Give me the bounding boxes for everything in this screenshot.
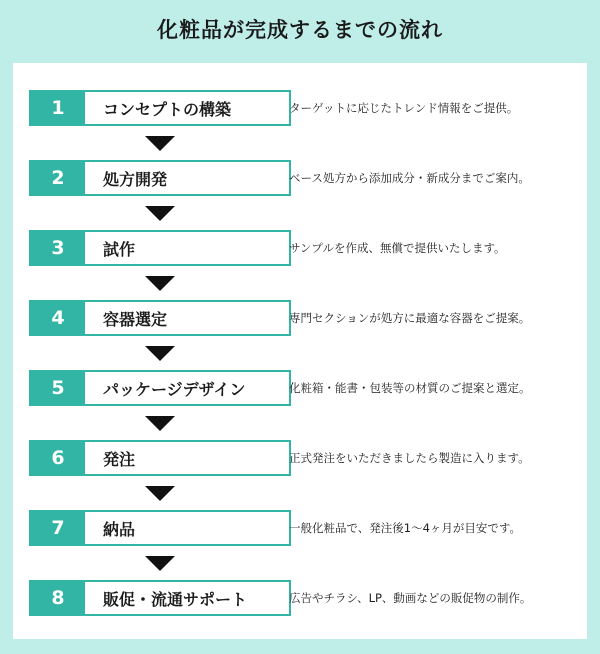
flow-panel: [13, 63, 587, 639]
flow-step-6: [29, 440, 291, 476]
step-label: 試作: [103, 239, 136, 259]
flow-step-8: [29, 580, 291, 616]
flow-step-5: [29, 370, 291, 406]
page-title: 化粧品が完成するまでの流れ: [157, 18, 443, 42]
step-number: 3: [31, 232, 85, 264]
down-arrow-icon: [145, 346, 175, 361]
step-label: 処方開発: [103, 169, 168, 189]
down-arrow-icon: [145, 276, 175, 291]
step-label: 販促・流通サポート: [103, 589, 248, 609]
step-label: コンセプトの構築: [103, 99, 232, 119]
step-description: ベース処方から添加成分・新成分までご案内。: [289, 171, 530, 185]
flow-step-7: [29, 510, 291, 546]
step-number: 8: [31, 582, 85, 614]
step-description: 一般化粧品で、発注後1～4ヶ月が目安です。: [289, 521, 521, 535]
down-arrow-icon: [145, 556, 175, 571]
step-description: 専門セクションが処方に最適な容器をご提案。: [289, 311, 531, 325]
flow-step-2: [29, 160, 291, 196]
step-description: 化粧箱・能書・包装等の材質のご提案と選定。: [289, 381, 531, 395]
step-description: 正式発注をいただきましたら製造に入ります。: [289, 451, 530, 465]
flow-step-4: [29, 300, 291, 336]
step-number: 4: [31, 302, 85, 334]
step-number: 7: [31, 512, 85, 544]
down-arrow-icon: [145, 206, 175, 221]
step-description: 広告やチラシ、LP、動画などの販促物の制作。: [289, 591, 532, 605]
step-description: サンプルを作成、無償で提供いたします。: [289, 241, 506, 255]
step-number: 2: [31, 162, 85, 194]
down-arrow-icon: [145, 486, 175, 501]
step-label: 容器選定: [103, 309, 168, 329]
flow-step-3: [29, 230, 291, 266]
step-number: 6: [31, 442, 85, 474]
step-label: 納品: [103, 519, 136, 539]
step-number: 1: [31, 92, 85, 124]
flow-step-1: [29, 90, 291, 126]
step-label: パッケージデザイン: [103, 379, 246, 399]
down-arrow-icon: [145, 136, 175, 151]
step-label: 発注: [103, 449, 136, 469]
step-description: ターゲットに応じたトレンド情報をご提供。: [289, 101, 519, 115]
down-arrow-icon: [145, 416, 175, 431]
step-number: 5: [31, 372, 85, 404]
